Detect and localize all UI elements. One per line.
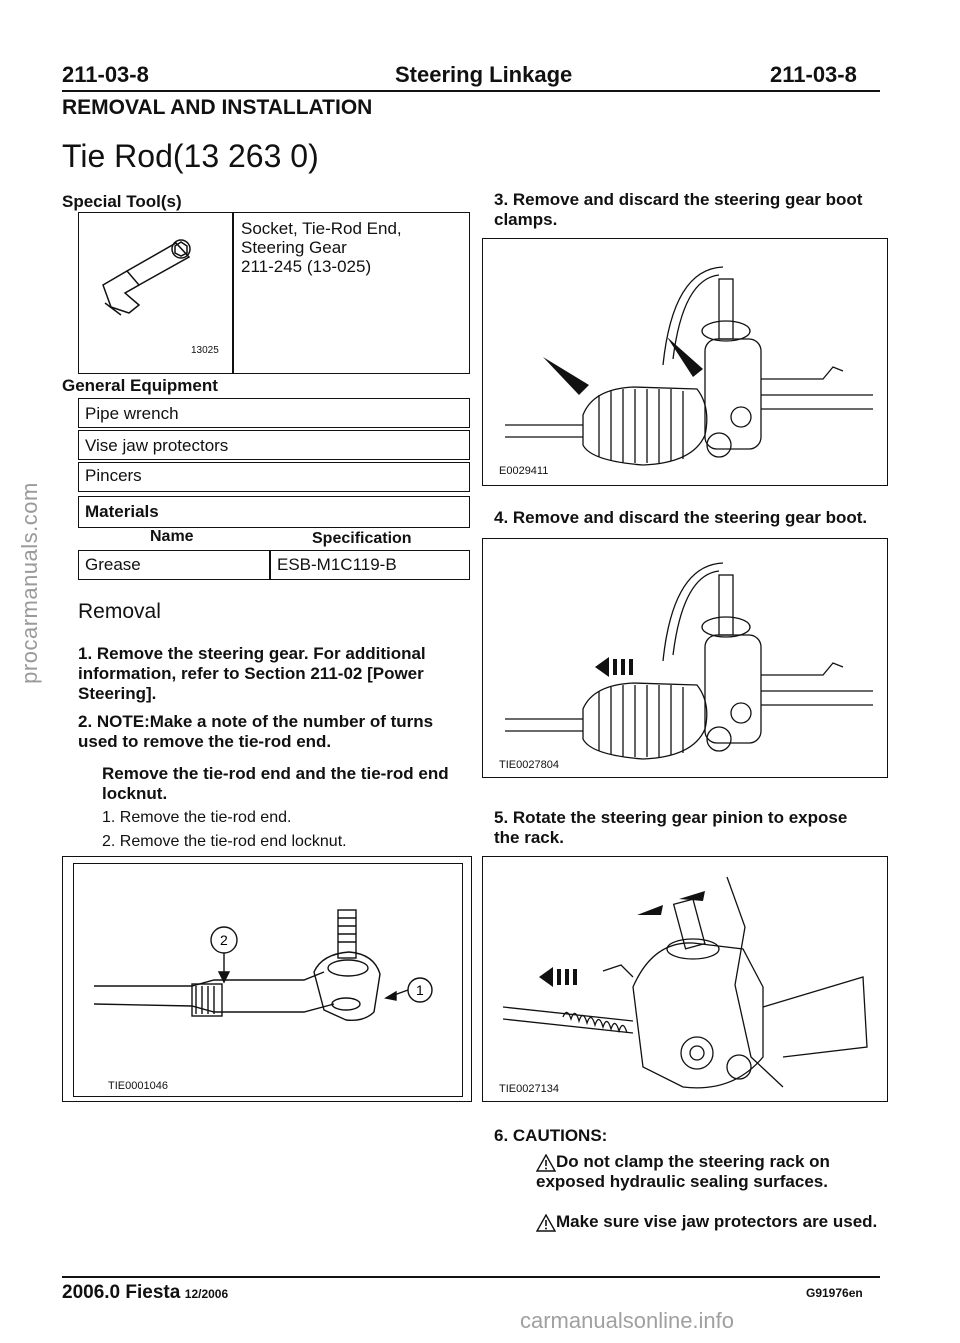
materials-table-header	[78, 496, 470, 528]
step-5: 5. Rotate the steering gear pinion to expose the rack.	[494, 808, 848, 847]
materials-col-name: Name	[150, 528, 194, 545]
step-3: 3. Remove and discard the steering gear boot clamps.	[494, 190, 863, 229]
tool-image-code: 13025	[191, 345, 219, 356]
footer-code: G91976en	[806, 1286, 863, 1300]
header-rule	[62, 90, 880, 92]
figure-boot-clamps	[482, 238, 888, 486]
warning-triangle-icon	[536, 1214, 556, 1232]
boot-clamps-illustration	[483, 239, 889, 487]
step-1: 1. Remove the steering gear. For additional information, refer to Section 211-02 [Power Steering].	[78, 644, 426, 703]
equipment-item: Pincers	[85, 466, 142, 485]
general-equipment-heading: General Equipment	[62, 376, 218, 395]
header-title: Steering Linkage	[395, 62, 573, 87]
footer-left	[62, 1282, 228, 1304]
materials-row	[78, 550, 470, 580]
step-2-main: Remove the tie-rod end and the tie-rod end locknut.	[102, 764, 449, 803]
figure-tie-rod	[62, 856, 472, 1102]
caution-2-text: Make sure vise jaw protectors are used.	[556, 1212, 878, 1231]
equipment-row	[78, 398, 470, 428]
callout-2: 2	[220, 932, 228, 948]
special-tools-table	[78, 212, 470, 374]
caution-1-text: Do not clamp the steering rack on exposed hydraulic sealing surfaces.	[536, 1152, 830, 1191]
callout-1: 1	[416, 982, 424, 998]
tool-name: Socket, Tie-Rod End, Steering Gear 211-245 (13-025)	[241, 219, 402, 276]
page-title: Tie Rod(13 263 0)	[62, 138, 319, 174]
equipment-row	[78, 462, 470, 492]
warning-triangle-icon	[536, 1154, 556, 1172]
removal-heading: Removal	[78, 600, 161, 623]
pinion-figure-code: TIE0027134	[499, 1083, 559, 1095]
step-6: 6. CAUTIONS:	[494, 1126, 608, 1145]
step-4: 4. Remove and discard the steering gear boot.	[494, 508, 868, 527]
boot-illustration	[483, 539, 889, 779]
header-left-code: 211-03-8	[62, 62, 149, 87]
materials-heading: Materials	[85, 502, 159, 521]
material-spec: ESB-M1C119-B	[277, 555, 397, 574]
step-2-note: 2. NOTE:Make a note of the number of turns used to remove the tie-rod end.	[78, 712, 434, 751]
tie-rod-figure-code: TIE0001046	[108, 1080, 168, 1092]
footer-model: 2006.0 Fiesta	[62, 1282, 181, 1303]
boot-figure-code: TIE0027804	[499, 759, 559, 771]
figure-tie-rod-inner	[73, 863, 463, 1097]
tie-rod-illustration	[74, 864, 464, 1098]
figure-pinion	[482, 856, 888, 1102]
side-watermark: procarmanuals.com	[17, 482, 42, 684]
step-2-sub-2: 2. Remove the tie-rod end locknut.	[102, 833, 347, 850]
footer-date: 12/2006	[184, 1287, 229, 1301]
section-heading: REMOVAL AND INSTALLATION	[62, 96, 373, 119]
special-tools-heading: Special Tool(s)	[62, 192, 182, 211]
figure-boot	[482, 538, 888, 778]
step-2-sub-1: 1. Remove the tie-rod end.	[102, 809, 292, 826]
bottom-watermark: carmanualsonline.info	[520, 1308, 735, 1333]
boot-clamps-figure-code: E0029411	[499, 465, 549, 477]
pinion-illustration	[483, 857, 889, 1103]
materials-col-spec: Specification	[312, 530, 412, 547]
equipment-item: Vise jaw protectors	[85, 436, 229, 455]
caution-1	[536, 1152, 836, 1192]
caution-2	[536, 1212, 896, 1232]
material-name: Grease	[85, 555, 141, 574]
equipment-item: Pipe wrench	[85, 404, 179, 423]
footer-rule	[62, 1276, 880, 1278]
equipment-row	[78, 430, 470, 460]
header-right-code: 211-03-8	[770, 62, 857, 87]
